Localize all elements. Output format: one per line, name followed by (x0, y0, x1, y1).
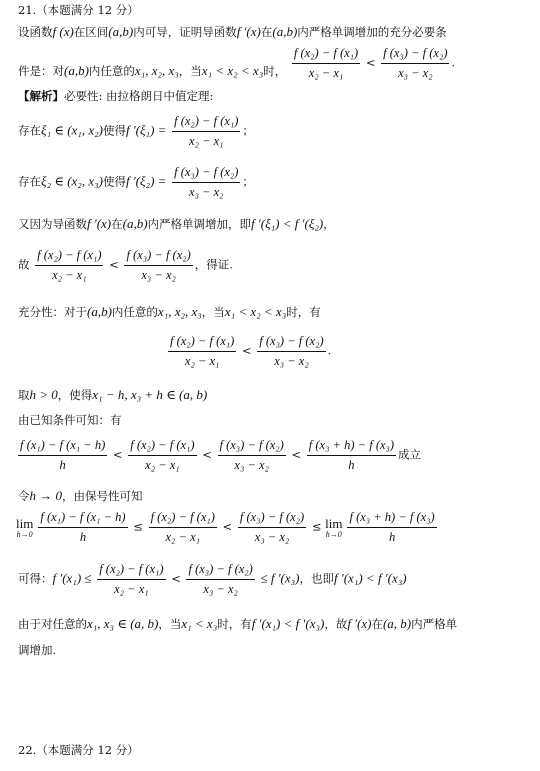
sufficiency-assumption: $\frac{\text{f (x₂) − f (x₁)}}{\text{x₂ − x₁}}$ < $\frac{\text{f (x₃) − f (x₂)}}{\text{x₃ − x₂}}$ . (170, 334, 332, 368)
fraction-slope-12: $\frac{\text{f (x₂) − f (x₁)}}{\text{x₂ − x₁}}$ (293, 46, 359, 80)
fraction: $\frac{\text{f (x₃) − f (x₂)}}{\text{x₃ − x₂}}$ (188, 562, 253, 596)
problem-statement-line-2: 件是：对(a,b)内任意的x₁, x₂, x₃，当x₁ < x₂ < x₃时， $\frac{\text{f (x₂) − f (x₁)}}{\text{x₂ − x₁}}$ < $\frac{\text{f (x₃) − f (x₂)}}{\text{x₃ − x₂}}$ . (18, 46, 456, 80)
fraction: $\frac{\text{f (x₃) − f (x₂)}}{\text{x₃ − x₂}}$ (259, 334, 324, 368)
fraction: $\frac{\text{f (x₂) − f (x₁)}}{\text{x₂ − x₁}}$ (170, 334, 235, 368)
fraction: $\frac{\text{f (x₂) − f (x₁)}}{\text{x₂ − x₁}}$ (99, 562, 164, 596)
fraction: $\frac{\text{f (x₂) − f (x₁)}}{\text{x₂ − x₁}}$ (150, 510, 215, 544)
fraction: $\frac{\text{f (x₃) − f (x₂)}}{\text{x₃ − x₂}}$ (174, 165, 239, 199)
chain-inequality: $\frac{\text{f (x₁) − f (x₁ − h)}}{h}$ < $\frac{\text{f (x₂) − f (x₁)}}{\text{x₂ − x₁}}$ < $\frac{\text{f (x₃) − f (x₂)}}{\text{x₃ − x₂}}$ < $\frac{\text{f (x₃ + h) − f (x₃)}}{h}$ 成立 (20, 438, 422, 472)
fraction: $\frac{\text{f (x₃ + h) − f (x₃)}}{h}$ (308, 438, 395, 472)
limit-operator: lim h→0 (16, 515, 34, 539)
choose-h-line: 取h > 0，使得x₁ − h, x₃ + h ∈ (a, b) (18, 387, 208, 402)
problem-header: 21.（本题满分 12 分） (18, 3, 139, 17)
mean-value-xi2: 存在ξ₂ ∈ (x₂, x₃)使得f ′(ξ₂) = $\frac{\text{f (x₃) − f (x₂)}}{\text{x₃ − x₂}}$ ； (18, 165, 254, 199)
problem-statement-line-1: 设函数f (x)在区间(a,b)内可导，证明导函数f ′(x)在(a,b)内严格单调增加的充分必要条 (18, 24, 447, 39)
next-problem-header: 22.（本题满分 12 分） (18, 743, 139, 757)
fraction: $\frac{\text{f (x₂) − f (x₁)}}{\text{x₂ − x₁}}$ (37, 248, 102, 282)
limit-heading: 令h → 0，由保号性可知 (18, 488, 143, 503)
necessity-heading: 【解析】必要性: 由拉格朗日中值定理: (18, 89, 214, 103)
therefore-line: 故 $\frac{\text{f (x₂) − f (x₁)}}{\text{x₂ − x₁}}$ < $\frac{\text{f (x₃) − f (x₂)}}{\text{x₃ − x₂}}$ ，得证. (18, 248, 233, 282)
limit-inequality: lim h→0 $\frac{\text{f (x₁) − f (x₁ − h)}}{h}$ ≤ $\frac{\text{f (x₂) − f (x₁)}}{\text{x₂ − x₁}}$ < $\frac{\text{f (x₃) − f (x₂)}}{\text{x₃ − x₂}}$ ≤ lim h→0 $\frac{\text{f (x₃ + h) − f (x₃)}}{h}$ (16, 510, 435, 544)
fraction-slope-23: $\frac{\text{f (x₃) − f (x₂)}}{\text{x₃ − x₂}}$ (383, 46, 448, 80)
fraction: $\frac{\text{f (x₃) − f (x₂)}}{\text{x₃ − x₂}}$ (239, 510, 305, 544)
fraction: $\frac{\text{f (x₃ + h) − f (x₃)}}{h}$ (349, 510, 435, 544)
fraction: $\frac{\text{f (x₃) − f (x₂)}}{\text{x₃ − x₂}}$ (219, 438, 284, 472)
monotonic-statement: 又因为导函数f ′(x)在(a,b)内严格单调增加，即f ′(ξ₁) < f ′(ξ₂)， (18, 216, 335, 231)
sufficiency-heading: 充分性：对于(a,b)内任意的x₁, x₂, x₃，当x₁ < x₂ < x₃时，有 (18, 304, 321, 319)
fraction: $\frac{\text{f (x₁) − f (x₁ − h)}}{h}$ (20, 438, 106, 472)
limit-operator: lim h→0 (325, 515, 343, 539)
fraction: $\frac{\text{f (x₂) − f (x₁)}}{\text{x₂ − x₁}}$ (174, 114, 239, 148)
fraction: $\frac{\text{f (x₂) − f (x₁)}}{\text{x₂ − x₁}}$ (130, 438, 195, 472)
conclusion-line-2: 调增加. (18, 643, 57, 657)
fraction: $\frac{\text{f (x₁) − f (x₁ − h)}}{h}$ (40, 510, 126, 544)
conclusion-line-1: 由于对任意的x₁, x₃ ∈ (a, b)，当x₁ < x₃时，有f ′(x₁) < f ′(x₃)，故f ′(x)在(a, b)内严格单 (18, 616, 458, 631)
mean-value-xi1: 存在ξ₁ ∈ (x₁, x₂)使得f ′(ξ₁) = $\frac{\text{f (x₂) − f (x₁)}}{\text{x₂ − x₁}}$ ； (18, 114, 254, 148)
fraction: $\frac{\text{f (x₃) − f (x₂)}}{\text{x₃ − x₂}}$ (126, 248, 191, 282)
result-line: 可得：f ′(x₁) ≤ $\frac{\text{f (x₂) − f (x₁)}}{\text{x₂ − x₁}}$ < $\frac{\text{f (x₃) − f (x₂)}}{\text{x₃ − x₂}}$ ≤ f ′(x₃)，也即f ′(x₁) < f ′(x₃) (18, 562, 407, 596)
known-condition-line: 由已知条件可知：有 (18, 413, 122, 427)
